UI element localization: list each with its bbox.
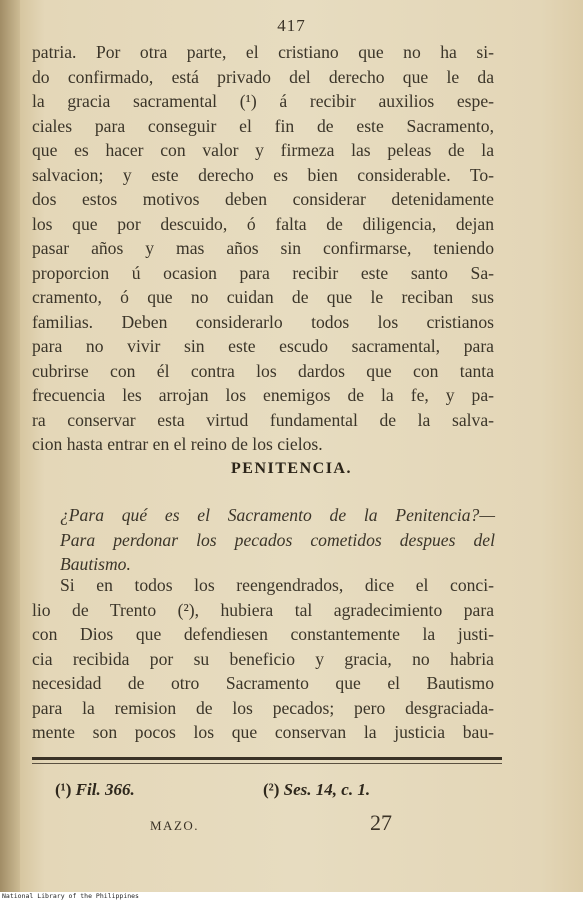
text-line: ciales para conseguir el fin de este Sacramento, bbox=[32, 115, 494, 136]
library-credit: National Library of the Philippines bbox=[2, 892, 139, 900]
footnote-text: Fil. 366. bbox=[75, 780, 135, 799]
section-heading: PENITENCIA. bbox=[231, 460, 352, 477]
text-line: do confirmado, está privado del derecho que le da bbox=[32, 66, 494, 87]
text-line: cion hasta entrar en el reino de los cielos. bbox=[32, 434, 323, 454]
second-paragraph bbox=[32, 573, 494, 745]
question-line: Bautismo. bbox=[60, 554, 131, 574]
footnote-rule-thin bbox=[32, 763, 502, 764]
body-paragraph bbox=[32, 40, 494, 457]
text-line: con Dios que defendiesen constantemente la justi- bbox=[32, 624, 494, 644]
text-line: ra conservar esta virtud fundamental de la salva- bbox=[32, 409, 494, 430]
footnotes bbox=[55, 780, 495, 804]
sheet-number: 27 bbox=[370, 810, 392, 835]
question-line: ¿Para qué es el Sacramento de la Penitencia?— bbox=[60, 505, 495, 525]
footnote-mark: (¹) bbox=[55, 780, 72, 799]
footnote-2 bbox=[263, 780, 370, 800]
text-line: cramento, ó que no cuidan de que le reciban sus bbox=[32, 287, 494, 307]
text-line: para la remision de los pecados; pero desgraciada- bbox=[32, 697, 494, 718]
text-line: frecuencia les arrojan los enemigos de la fe, y pa- bbox=[32, 385, 494, 405]
text-line: familias. Deben considerarlo todos los cristianos bbox=[32, 311, 494, 332]
text-line: salvacion; y este derecho es bien considerable. To- bbox=[32, 164, 494, 185]
text-line: los que por descuido, ó falta de diligencia, dejan bbox=[32, 213, 494, 234]
page-spine-shadow bbox=[0, 0, 20, 892]
page-number: 417 bbox=[277, 16, 306, 35]
footnote-mark: (²) bbox=[263, 780, 280, 799]
question-paragraph bbox=[60, 503, 495, 577]
text-line: cubrirse con él contra los dardos que con tanta bbox=[32, 360, 494, 381]
text-line: necesidad de otro Sacramento que el Bautismo bbox=[32, 673, 494, 693]
text-line: dos estos motivos deben considerar detenidamente bbox=[32, 189, 494, 209]
footnote-1 bbox=[55, 780, 135, 800]
text-line: Si en todos los reengendrados, dice el conci- bbox=[60, 575, 494, 595]
printer-signature: MAZO. bbox=[150, 818, 200, 833]
question-line: Para perdonar los pecados cometidos despues del bbox=[60, 529, 495, 550]
text-line: para no vivir sin este escudo sacramental, para bbox=[32, 336, 494, 356]
text-line: mente son pocos los que conservan la justicia bau- bbox=[32, 722, 494, 742]
text-line: lio de Trento (²), hubiera tal agradecimiento para bbox=[32, 599, 494, 620]
text-line: cia recibida por su beneficio y gracia, no habria bbox=[32, 648, 494, 669]
footnote-text: Ses. 14, c. 1. bbox=[283, 780, 371, 799]
text-line: que es hacer con valor y firmeza las peleas de la bbox=[32, 140, 494, 160]
text-line: la gracia sacramental (¹) á recibir auxilios espe- bbox=[32, 91, 494, 111]
text-line: patria. Por otra parte, el cristiano que no ha si- bbox=[32, 42, 494, 62]
text-line: proporcion ú ocasion para recibir este santo Sa- bbox=[32, 262, 494, 283]
text-line: pasar años y mas años sin confirmarse, teniendo bbox=[32, 238, 494, 258]
footnote-rule bbox=[32, 757, 502, 760]
